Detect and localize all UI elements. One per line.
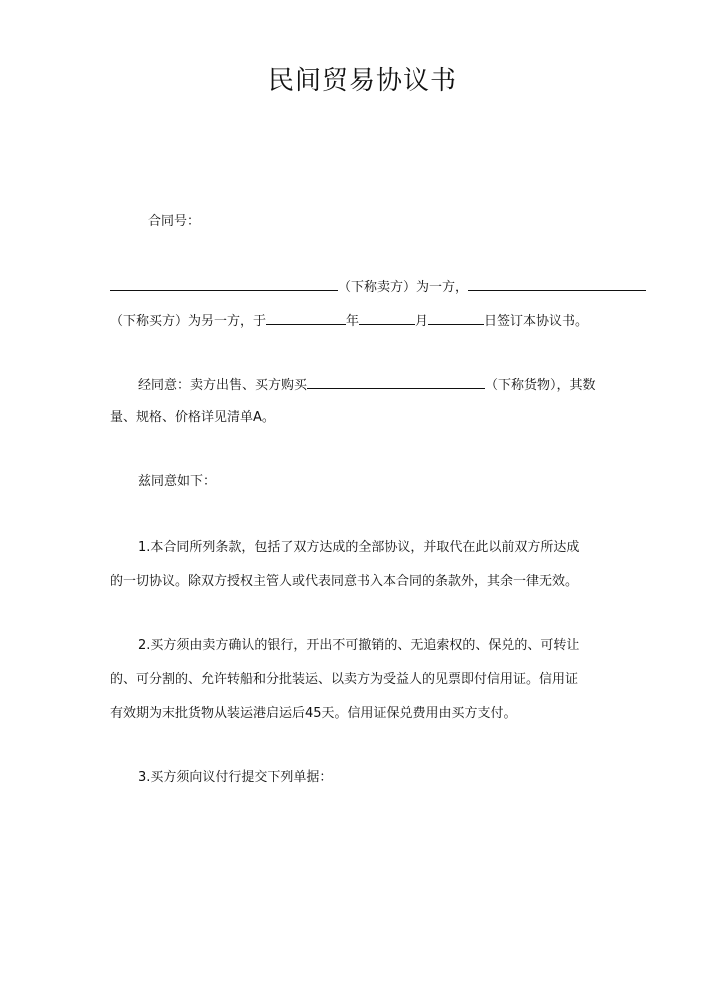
buyer-suffix: （下称买方）为另一方，于 <box>110 314 267 329</box>
agreement-line-1 <box>138 374 596 396</box>
agreement-suffix: （下称货物），其数 <box>485 378 596 393</box>
month-blank[interactable] <box>359 310 415 325</box>
agreed-as-follows: 兹同意如下： <box>138 474 217 489</box>
clause-2-line-3: 有效期为末批货物从装运港启运后45天。信用证保兑费用由买方支付。 <box>110 706 517 721</box>
document-title: 民间贸易协议书 <box>267 66 457 96</box>
clause-1-line-2: 的一切协议。除双方授权主管人或代表同意书入本合同的条款外，其余一律无效。 <box>110 574 579 589</box>
goods-blank[interactable] <box>307 374 485 389</box>
day-blank[interactable] <box>428 310 484 325</box>
seller-suffix: （下称卖方）为一方， <box>338 280 469 295</box>
clause-1-line-1: 1.本合同所列条款，包括了双方达成的全部协议，并取代在此以前双方所达成 <box>138 540 580 555</box>
parties-line-1 <box>110 276 646 298</box>
month-label: 月 <box>415 314 429 329</box>
buyer-name-blank[interactable] <box>468 276 646 291</box>
contract-number-label: 合同号： <box>148 214 201 229</box>
year-label: 年 <box>346 314 360 329</box>
seller-name-blank[interactable] <box>110 276 338 291</box>
year-blank[interactable] <box>266 310 346 325</box>
clause-2-line-2: 的、可分割的、允许转船和分批装运、以卖方为受益人的见票即付信用证。信用证 <box>110 672 579 687</box>
agreement-line-2: 量、规格、价格详见清单A。 <box>110 410 275 425</box>
clause-3-line-1: 3.买方须向议付行提交下列单据： <box>138 770 333 785</box>
day-suffix: 日签订本协议书。 <box>484 314 589 329</box>
agreement-prefix: 经同意：卖方出售、买方购买 <box>138 378 308 393</box>
clause-2-line-1: 2.买方须由卖方确认的银行，开出不可撤销的、无追索权的、保兑的、可转让 <box>138 638 580 653</box>
parties-line-2 <box>110 310 588 332</box>
